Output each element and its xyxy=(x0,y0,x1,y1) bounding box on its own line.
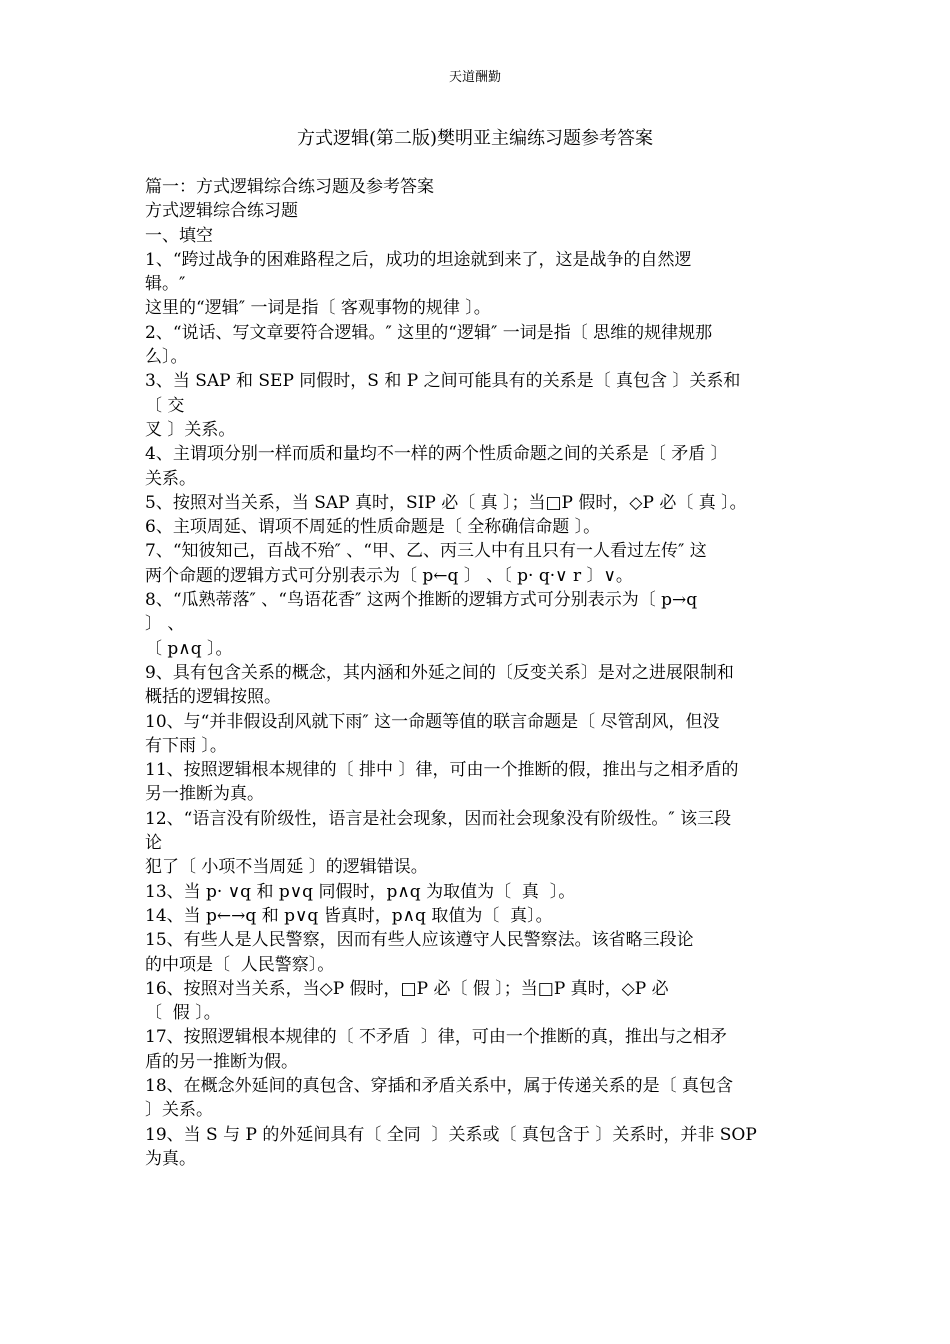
document-body xyxy=(145,175,815,1171)
page-header: 天道酬勤 xyxy=(448,70,501,85)
text-line: 5、按照对当关系，当 SAP 真时，SIP 必〔 真 〕；当□P 假时，◇P 必〔 真 〕。 xyxy=(145,492,747,513)
text-line: 10、与“并非假设刮风就下雨″ 这一命题等值的联言命题是〔 尽管刮风，但没 xyxy=(145,711,720,732)
text-line: 〔 p∧q 〕。 xyxy=(145,638,233,659)
text-line: 18、在概念外延间的真包含、穿插和矛盾关系中，属于传递关系的是〔 真包含 xyxy=(145,1075,734,1096)
text-line: 犯了〔 小项不当周延 〕的逻辑错误。 xyxy=(145,857,428,878)
text-line: 6、主项周延、谓项不周延的性质命题是〔 全称确信命题 〕。 xyxy=(145,517,601,538)
text-line: 关系。 xyxy=(145,468,196,489)
text-line: 概括的逻辑按照。 xyxy=(145,687,281,708)
text-line: 2、“说话、写文章要符合逻辑。″ 这里的“逻辑″ 一词是指〔 思维的规律规那 xyxy=(145,322,713,343)
text-line: 这里的“逻辑″ 一词是指〔 客观事物的规律 〕。 xyxy=(145,298,491,319)
text-line: 1、“跨过战争的困难路程之后，成功的坦途就到来了，这是战争的自然逻 xyxy=(145,249,692,270)
text-line: 方式逻辑综合练习题 xyxy=(145,201,298,222)
document-title: 方式逻辑(第二版)樊明亚主编练习题参考答案 xyxy=(296,128,654,149)
text-line: 17、按照逻辑根本规律的〔 不矛盾 〕律，可由一个推断的真，推出与之相矛 xyxy=(145,1027,727,1048)
text-line: 盾的另一推断为假。 xyxy=(145,1051,298,1072)
text-line: 19、当 S 与 P 的外延间具有〔 全同 〕关系或〔 真包含于 〕关系时，并非 SOP xyxy=(145,1124,757,1145)
text-line: 两个命题的逻辑方式可分别表示为〔 p←q 〕 、〔 p· q·∨ r 〕∨。 xyxy=(145,565,633,586)
text-line: 叉 〕关系。 xyxy=(145,419,236,440)
text-line: 为真。 xyxy=(145,1148,196,1169)
text-line: 另一推断为真。 xyxy=(145,784,264,805)
text-line: 8、“瓜熟蒂落″ 、“鸟语花香″ 这两个推断的逻辑方式可分别表示为〔 p→q xyxy=(145,590,698,611)
text-line: 〕 、 xyxy=(145,614,185,635)
text-line: 15、有些人是人民警察，因而有些人应该遵守人民警察法。该省略三段论 xyxy=(145,930,694,951)
text-line: 有下雨 〕。 xyxy=(145,735,227,756)
text-line: 的中项是〔 人民警察〕。 xyxy=(145,954,335,975)
text-line: 4、主谓项分别一样而质和量均不一样的两个性质命题之间的关系是〔 矛盾 〕 xyxy=(145,444,728,465)
text-line: 14、当 p←→q 和 p∨q 皆真时，p∧q 取值为〔 真〕。 xyxy=(145,905,553,926)
text-line: 3、当 SAP 和 SEP 同假时，S 和 P 之间可能具有的关系是〔 真包含 〕关系和 xyxy=(145,371,741,392)
text-line: 9、具有包含关系的概念，其内涵和外延之间的〔反变关系〕是对之进展限制和 xyxy=(145,662,734,683)
text-line: 论 xyxy=(145,833,162,854)
text-line: 16、按照对当关系，当◇P 假时，□P 必〔 假 〕；当□P 真时，◇P 必 xyxy=(145,978,669,999)
text-line: 11、按照逻辑根本规律的〔 排中 〕律，可由一个推断的假，推出与之相矛盾的 xyxy=(145,760,739,781)
text-line: 〔 交 xyxy=(145,395,185,416)
text-line: 一、填空 xyxy=(145,225,213,246)
text-line: 7、“知彼知己，百战不殆″ 、“甲、乙、丙三人中有且只有一人看过左传″ 这 xyxy=(145,541,707,562)
text-line: 么〕。 xyxy=(145,347,188,368)
text-line: 篇一：方式逻辑综合练习题及参考答案 xyxy=(145,177,434,197)
text-line: 〕关系。 xyxy=(145,1100,213,1121)
text-line: 〔 假 〕。 xyxy=(145,1003,221,1024)
text-line: 12、“语言没有阶级性，语言是社会现象，因而社会现象没有阶级性。″ 该三段 xyxy=(145,808,732,829)
text-line: 辑。″ xyxy=(145,274,186,295)
text-line: 13、当 p· ∨q 和 p∨q 同假时，p∧q 为取值为〔 真 〕。 xyxy=(145,881,576,902)
